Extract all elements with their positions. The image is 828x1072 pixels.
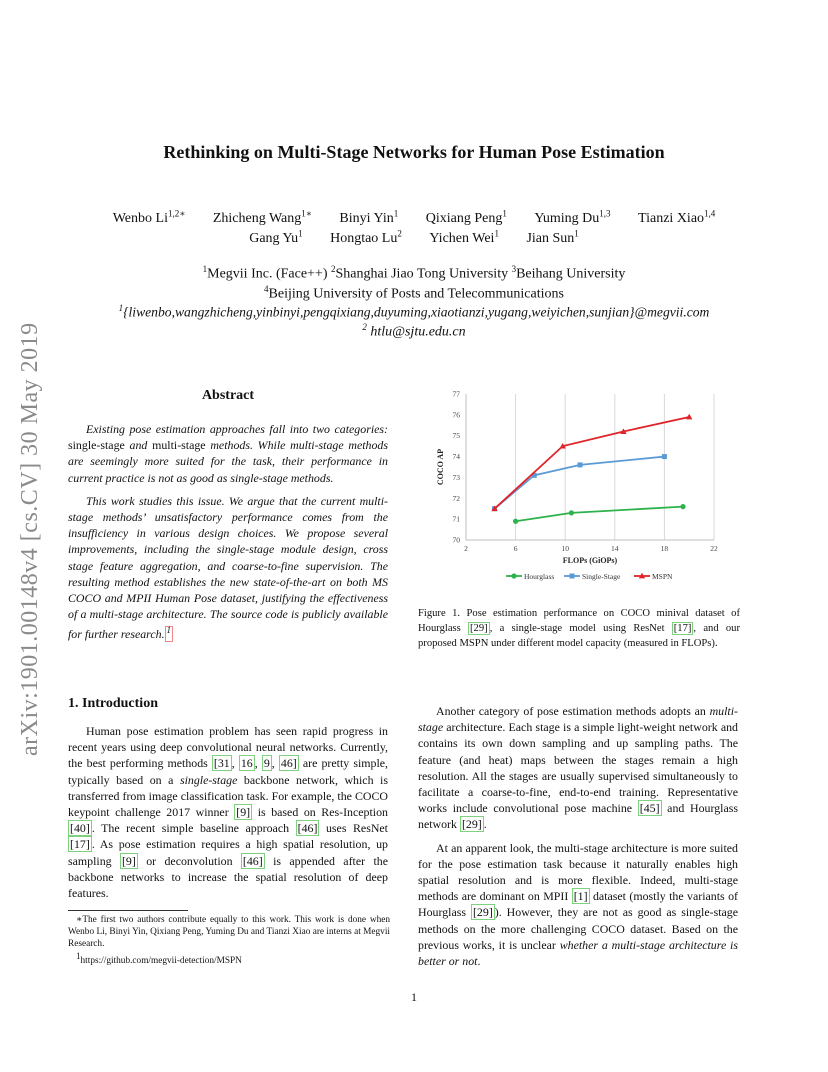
citation-link[interactable]: [45] [639,801,660,816]
data-point [513,519,518,524]
author: Tianzi Xiao$^{1,4}$ [638,208,716,226]
citation-link[interactable]: [29] [461,817,482,832]
author: Wenbo $Li^{1,2∗}$ [112,208,186,226]
y-tick-label: 76 [452,410,460,420]
footnote-link[interactable]: 1 [165,626,174,642]
email-megvii: $^1${liwenbo,wangzhicheng,yinbinyi,pengqixiang,duyuming,xiaotianzi,yugang,weiyichen,sunjian}@megvii.com [118,303,710,320]
legend-label: MSPN [652,572,673,581]
author-list-line-1 [60,208,768,227]
citation-link[interactable]: [17] [673,623,692,634]
author: Binyi Yin$^1$ [339,208,399,226]
data-point [680,504,685,509]
citation-link[interactable]: [29] [470,623,488,634]
y-tick-label: 74 [452,452,460,462]
series-line-mspn [495,417,690,509]
legend-label: Hourglass [524,572,555,581]
data-point [662,454,667,459]
footnotes [68,914,390,967]
author: Zhicheng Wang$^{1∗}$ [212,208,312,226]
footnote-equal-contribution: ∗The first two authors contribute equally to this work. This work is done when Wenbo Li, Binyi Yin, Qixiang Peng, Yuming Du and Tianzi Xiao are interns at Megvii Research. [68,915,390,949]
x-tick-label: 18 [660,544,669,553]
body-paragraph: At an apparent look, the multi-stage architecture is more suited for the pose estimation task because it naturally enables high spatial resolution and is more flexible. Indeed, multi-stage methods are dominant on MPII [1] dataset (mostly the variants of Hourglass [29] ). However, they are not as good as single-stage methods on the more challenging COCO dataset. Based on the previous works, it is unclear whether a multi-stage architecture is better or not. [418,840,738,969]
body-paragraph: Another category of pose estimation methods adopts an multi-stage architecture. Each stage is a simple light-weight network and contains its own down sampling and up sampling paths. The feature (and heat) maps between the stages remain a high resolution. All the stages are usually supervised simultaneously to facilitate a coarse-to-fine, end-to-end training. Representative works include convolutional pose machine [45] and Hourglass network [29] . [418,704,738,832]
affiliations-line-1: $^1$Megvii Inc. (Face++) $^2$Shanghai Jiao Tong University $^3$Beihang University [202,264,626,282]
y-tick-label: 71 [452,514,460,524]
citation-link[interactable]: [17] [70,837,90,852]
x-tick-label: 22 [710,544,718,553]
email-sjtu: $^2$ htlu@sjtu.edu.cn [362,322,466,340]
y-tick-label: 72 [452,493,460,503]
intro-paragraph: Human pose estimation problem has seen rapid progress in recent years using deep convolutional neural networks. Currently, the best performing methods [31 , 16 , 9 , 46] are pretty simple, typically based on a single-stage backbone network, which is transferred from image classification task. For example, the COCO keypoint challenge 2017 winner [9] is based on Res-Inception [40] . The recent simple baseline approach [46] uses ResNet [17] . As pose estimation requires a high spatial resolution, up sampling [9] or deconvolution [46] is appended after the backbone networks to increase the spatial resolution of deep features. [68,724,389,901]
author: Qixiang Peng$^1$ [425,208,507,226]
figure-1-chart [418,382,740,588]
code-url-link[interactable]: https://github.com/megvii-detection/MSPN [80,956,242,967]
x-axis-label: FLOPs (GiOPs) [562,556,618,565]
x-tick-label: 2 [464,544,468,553]
footnote-code-url: $^1$https://github.com/megvii-detection/MSPN [76,951,242,967]
arxiv-identifier: arXiv:1901.00148v4 [cs.CV] 30 May 2019 [17,322,43,756]
abstract-heading: Abstract [201,388,255,403]
author: Gang Yu$^1$ [249,228,303,246]
citation-link[interactable]: [46] [242,853,263,868]
right-column-body [418,703,738,976]
intro-body [68,723,388,908]
figure-1-caption: Figure 1. Pose estimation performance on COCO minival dataset of Hourglass [29] , a single-stage model using ResNet [17] , and our proposed MSPN under different model capacity (measured in FLOPs). [418,608,740,649]
abstract-paragraph: Existing pose estimation approaches fall into two categories: single-stage and multi-stage methods. While multi-stage methods are seemingly more suited for the task, their performance in current practice is not as good as single-stage methods. [68,422,388,485]
citation-link[interactable]: [1] [573,889,588,904]
y-tick-label: 77 [452,389,460,399]
abstract-paragraph: This work studies this issue. We argue that the current multi-stage methods’ unsatisfactory performance comes from the insufficiency in various design choices. We propose several improvements, including the single-stage module design, cross stage feature aggregation, and coarse-to-fine supervision. The resulting method establishes the new state-of-the-art on both MS COCO and MPII Human Pose dataset, justifying the effectiveness of a multi-stage architecture. The source code is publicly available for further research. $^1$ [68,493,388,642]
author: Jian Sun$^1$ [526,228,579,246]
y-tick-label: 73 [452,472,460,482]
x-tick-label: 6 [513,544,518,553]
citation-link[interactable]: [29] [472,905,493,920]
page-number: 1 [411,990,417,1004]
data-point [511,573,516,578]
citation-link[interactable]: 16 [240,756,253,771]
y-axis-label: COCO AP [436,448,445,486]
citation-link[interactable]: [9] [236,805,251,820]
y-tick-label: 75 [452,431,460,441]
affiliations-line-2: $^4$Beijing University of Posts and Telecommunications [264,284,564,302]
legend-label: Single-Stage [582,572,621,581]
author: Yuming Du$^{1,3}$ [534,208,611,226]
series-line-hourglass [516,507,683,522]
data-point [569,510,574,515]
author: Hongtao Lu$^2$ [330,228,402,246]
footnote-divider [68,910,188,911]
citation-link[interactable]: [40] [70,821,90,836]
data-point [570,574,575,579]
paper-title: Rethinking on Multi-Stage Networks for Human Pose Estimation [163,142,665,162]
author-list-line-2 [60,228,768,247]
x-tick-label: 14 [611,544,619,553]
section-heading-introduction: 1. Introduction [68,696,158,711]
data-point [578,462,583,467]
abstract-body [68,421,388,650]
citation-link[interactable]: 9 [263,756,270,771]
citation-link[interactable]: [9] [121,853,136,868]
citation-link[interactable]: [31 [213,756,230,771]
citation-link[interactable]: [46] [297,821,318,836]
y-tick-label: 70 [452,535,460,545]
x-tick-label: 10 [561,544,569,553]
author: Yichen Wei$^1$ [429,228,499,246]
citation-link[interactable]: 46] [280,756,297,771]
